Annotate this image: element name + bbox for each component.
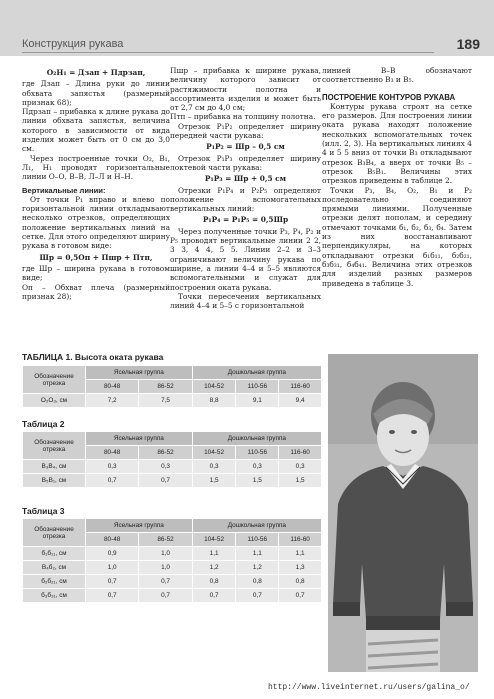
- table-cell: 0,7: [236, 589, 279, 603]
- text-column-1: [22, 66, 170, 301]
- text-column-2: [170, 66, 321, 310]
- table-cell: 0,8: [192, 575, 236, 589]
- table-cell: 1,3: [279, 561, 322, 575]
- paragraph: Пдрзап – прибавка к длине рукава до линии обхвата запястья, величина которого в зависимости от вида изделия может быть от 0 см до 3,0 см.: [22, 107, 170, 154]
- paragraph: Отрезки Р₁Р₄ и Р₂Р₅ определяют положение вспомогательных вертикальных линий:: [170, 185, 321, 214]
- table-cell: 8,8: [192, 394, 236, 408]
- page-number: 189: [456, 36, 480, 52]
- paragraph: Через полученные точки Р₃, Р₄, Р₂ и Р₅ проводят вертикальные линии 2 2, 3 3, 4 4, 5 5. Линии 2–2 и 3–3 ограничивают величину рукава по ширине, а линии 4–4 и 5–5 являются вспомогательными и служат для построения оката рукава.: [170, 226, 321, 292]
- size-header: 104-52: [192, 533, 236, 547]
- size-header: 80-48: [86, 380, 139, 394]
- paragraph: Через построенные точки О₂, В₁, Л₁, Н₁ проводят горизонтальные линии О–О, В–В, Л–Л и Н–Н.: [22, 153, 170, 182]
- group-header-preschool: Дошкольная группа: [192, 366, 321, 380]
- paragraph: где Дзап – Длина руки до линии обхвата запястья (размерный признак 68);: [22, 79, 170, 107]
- table-row: [23, 561, 322, 575]
- table-cell: 0,7: [192, 589, 236, 603]
- table-cell: 0,7: [86, 474, 139, 488]
- paragraph: Птп – прибавка на толщину полотна.: [170, 112, 316, 122]
- child-sweater-photo: [328, 354, 478, 672]
- row-label: б₂б₂₁, см: [23, 575, 86, 589]
- row-label: б₁б₁₁, см: [23, 547, 86, 561]
- table-cell: 0,7: [86, 575, 139, 589]
- paragraph: Контуры рукава строят на сетке его размеров. Для построения линии оката рукава находят положение нескольких вспомогательных точек (илл. 2, 3). На вертикальных линиях 4 4 и 5 5 вниз от точки В₃ откладывают отрезок В₃В₄, а вверх от точки В₅ – отрезок В₅В₁. Величины этих отрезков приведены в таблице 2.: [322, 101, 472, 186]
- table-3: [22, 518, 322, 603]
- table-cell: 1,1: [236, 547, 279, 561]
- table-cell: 1,5: [279, 474, 322, 488]
- table-row: [23, 575, 322, 589]
- row-label: В₅В₁, см: [23, 474, 86, 488]
- group-header-nursery: Ясельная группа: [86, 519, 193, 533]
- table-cell: 0,7: [86, 589, 139, 603]
- table-cell: 1,1: [279, 547, 322, 561]
- table-row: [23, 460, 322, 474]
- table-cell: 1,0: [139, 561, 192, 575]
- size-header: 104-52: [192, 446, 236, 460]
- paragraph: линией В–В обозначают соответственно В₃ и В₅.: [322, 66, 472, 85]
- paragraph: Р₁Р₂ = Шр – 0,5 см: [206, 142, 285, 152]
- table-cell: 1,5: [192, 474, 236, 488]
- table-1-title: ТАБЛИЦА 1. Высота оката рукава: [22, 352, 164, 362]
- paragraph: Точки Р₃, В₄, О₂, В₁ и Р₂ последовательно соединяют прямыми линиями. Полученные отрезки делят пополам, и середину отмечают точками б₁, б₂, б₃, б₄. Затем из них восстанавливают перпендикуляры, на которых откладывают отрезки б₁б₁₁, б₂б₂₁, б₃б₃₁, б₄б₄₁. Величина этих отрезков для изделий разных размеров приведена в таблице 3.: [322, 185, 472, 288]
- paragraph: где Шр – ширина рукава в готовом виде;: [22, 263, 170, 283]
- table-row: [23, 394, 322, 408]
- table-cell: 7,5: [139, 394, 192, 408]
- label-header: Обозначение отрезка: [23, 366, 86, 394]
- size-header: 110-56: [236, 446, 279, 460]
- table-row: [23, 474, 322, 488]
- table-cell: 0,8: [279, 575, 322, 589]
- column-3-top: [322, 66, 472, 85]
- size-header: 116-60: [279, 380, 322, 394]
- table-cell: 0,3: [192, 460, 236, 474]
- size-header: 104-52: [192, 380, 236, 394]
- size-header: 110-56: [236, 533, 279, 547]
- table-cell: 1,0: [139, 547, 192, 561]
- group-header-preschool: Дошкольная группа: [192, 519, 321, 533]
- size-header: 86-52: [139, 446, 192, 460]
- paragraph: Вертикальные линии:: [22, 185, 106, 195]
- section-title: Конструкция рукава: [22, 38, 124, 50]
- paragraph: Отрезок Р₁Р₂ определяет ширину передней части рукава:: [170, 121, 321, 141]
- group-header-nursery: Ясельная группа: [86, 432, 193, 446]
- paragraph: Шр = 0,5Оп + Пшр + Птп,: [39, 252, 153, 262]
- table-2-title: Таблица 2: [22, 419, 65, 429]
- table-cell: 0,7: [139, 589, 192, 603]
- table-cell: 9,1: [236, 394, 279, 408]
- table-2: [22, 431, 322, 488]
- table-cell: 0,3: [236, 460, 279, 474]
- section-heading: ПОСТРОЕНИЕ КОНТУРОВ РУКАВА: [322, 92, 456, 102]
- paragraph: Пшр – прибавка к ширине рукава, величину которого зависит от растяжимости полотна и ассортимента изделия и может быть от 2,7 см до 4,0 см;: [170, 66, 321, 113]
- table-cell: 1,5: [236, 474, 279, 488]
- table-cell: 1,2: [236, 561, 279, 575]
- paragraph: Точки пересечения вертикальных линий 4–4 и 5–5 с горизонтальной: [170, 291, 321, 311]
- size-header: 86-52: [139, 533, 192, 547]
- table-cell: 7,2: [86, 394, 139, 408]
- size-header: 116-60: [279, 446, 322, 460]
- size-header: 80-48: [86, 446, 139, 460]
- size-header: 116-60: [279, 533, 322, 547]
- paragraph: Р₁Р₃ = Шр + 0,5 см: [204, 174, 287, 184]
- size-header: 80-48: [86, 533, 139, 547]
- row-label: В₄б₂, см: [23, 561, 86, 575]
- text-column-3: [322, 66, 472, 288]
- table-3-title: Таблица 3: [22, 506, 65, 516]
- table-row: [23, 547, 322, 561]
- group-header-nursery: Ясельная группа: [86, 366, 193, 380]
- table-cell: 0,3: [279, 460, 322, 474]
- header-rule: [22, 52, 434, 53]
- size-header: 86-52: [139, 380, 192, 394]
- table-cell: 9,4: [279, 394, 322, 408]
- table-cell: 0,7: [139, 474, 192, 488]
- table-cell: 0,7: [279, 589, 322, 603]
- footer-url: http://www.liveinternet.ru/users/galina_o/: [268, 683, 470, 692]
- paragraph: Отрезок Р₁Р₃ определяет ширину локтевой части рукава:: [170, 153, 321, 172]
- row-label: б₃б₃₁, см: [23, 589, 86, 603]
- table-cell: 0,7: [139, 575, 192, 589]
- table-1: [22, 365, 322, 408]
- paragraph: От точки Р₁ вправо и влево по горизонтальной линии откладывают несколько отрезков, определяющих положение вертикальных линий на сетке. Для этого определяют ширину рукава в готовом виде:: [22, 194, 170, 251]
- table-cell: 1,1: [192, 547, 236, 561]
- label-header: Обозначение отрезка: [23, 432, 86, 460]
- table-cell: 0,8: [236, 575, 279, 589]
- table-cell: 0,3: [139, 460, 192, 474]
- row-label: В₃В₄, см: [23, 460, 86, 474]
- group-header-preschool: Дошкольная группа: [192, 432, 321, 446]
- size-header: 110-56: [236, 380, 279, 394]
- page-header: [0, 0, 494, 56]
- label-header: Обозначение отрезка: [23, 519, 86, 547]
- table-cell: 0,9: [86, 547, 139, 561]
- table-cell: 1,0: [86, 561, 139, 575]
- paragraph: Оп – Обхват плеча (размерный признак 28);: [22, 282, 170, 301]
- paragraph: Р₁Р₄ = Р₁Р₅ = 0,5Шр: [202, 215, 289, 225]
- row-label: О₂О₃, см: [23, 394, 86, 408]
- table-cell: 0,3: [86, 460, 139, 474]
- column-3-body: [322, 102, 472, 288]
- table-row: [23, 589, 322, 603]
- table-cell: 1,2: [192, 561, 236, 575]
- paragraph: О₂Н₁ = Дзап + Пдрзап,: [46, 68, 146, 77]
